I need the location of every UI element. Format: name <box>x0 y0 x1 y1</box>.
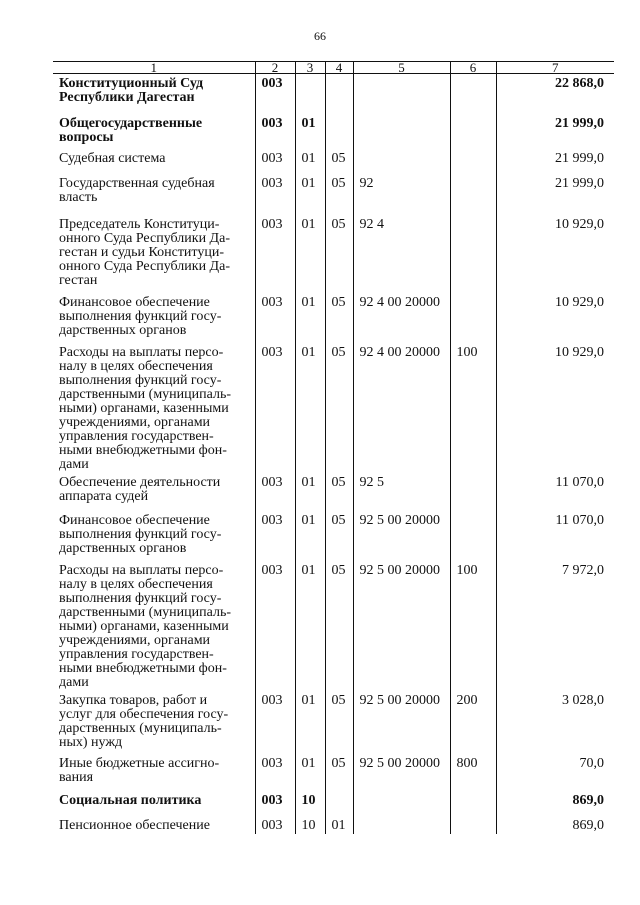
item-name-text: Расходы на выплаты персо- налу в целях обеспечения выполнения функций госу- дарственными (муниципаль- ными) органами, казенными учреждениями, органами управления государствен- ными внебюджетными фон- дами <box>59 563 232 690</box>
code-target <box>353 754 450 791</box>
code-section-text: 10 <box>301 818 316 833</box>
code-expense-type-text: 800 <box>456 756 478 771</box>
code-section-text: 01 <box>301 116 316 131</box>
table-row <box>53 754 614 791</box>
code-section-text: 01 <box>301 756 316 771</box>
code-expense-type <box>450 691 496 754</box>
item-name <box>53 473 255 511</box>
amount <box>496 74 614 115</box>
code-subsection <box>325 791 353 816</box>
code-subsection <box>325 473 353 511</box>
code-admin <box>255 114 295 149</box>
code-section <box>295 174 325 215</box>
item-name <box>53 215 255 293</box>
code-section <box>295 791 325 816</box>
amount <box>496 343 614 473</box>
code-subsection <box>325 343 353 473</box>
code-admin-text: 003 <box>261 345 283 360</box>
code-admin <box>255 293 295 343</box>
code-target <box>353 511 450 561</box>
code-subsection <box>325 149 353 174</box>
code-subsection-text <box>332 74 353 77</box>
code-target-text <box>360 816 450 819</box>
code-admin <box>255 149 295 174</box>
code-section-text: 01 <box>301 563 316 578</box>
item-name <box>53 561 255 691</box>
table-row <box>53 114 614 149</box>
code-section-text: 01 <box>301 217 316 232</box>
code-admin <box>255 473 295 511</box>
item-name-text: Председатель Конституци- онного Суда Республики Да- гестан и судьи Конституци- онного Суда Республики Да- гестан <box>59 217 230 288</box>
code-subsection-text: 05 <box>331 217 346 232</box>
table-row <box>53 74 614 115</box>
item-name-text: Общегосударственные вопросы <box>59 116 203 145</box>
amount-text: 21 999,0 <box>555 116 604 131</box>
amount-text: 3 028,0 <box>562 693 604 708</box>
code-section <box>295 816 325 834</box>
amount-text: 21 999,0 <box>555 176 604 191</box>
code-admin-text: 003 <box>261 756 283 771</box>
code-admin-text: 003 <box>261 513 283 528</box>
code-admin <box>255 691 295 754</box>
code-target-text: 92 4 00 20000 <box>359 345 440 360</box>
code-expense-type <box>450 343 496 473</box>
table-row <box>53 293 614 343</box>
code-target <box>353 691 450 754</box>
column-header: 5 <box>353 62 450 74</box>
table-row <box>53 149 614 174</box>
amount-text: 10 929,0 <box>555 217 604 232</box>
code-target <box>353 215 450 293</box>
code-subsection-text: 05 <box>331 151 346 166</box>
amount <box>496 174 614 215</box>
code-expense-type-text <box>457 215 496 218</box>
code-subsection-text: 05 <box>331 563 346 578</box>
code-section-text: 01 <box>301 345 316 360</box>
code-target <box>353 149 450 174</box>
amount-text: 869,0 <box>572 818 604 833</box>
code-admin-text: 003 <box>261 176 283 191</box>
item-name-text: Финансовое обеспечение выполнения функций госу- дарственных органов <box>59 513 222 556</box>
column-header: 1 <box>53 62 255 74</box>
code-expense-type-text <box>457 791 496 794</box>
amount-text: 11 070,0 <box>555 513 604 528</box>
item-name-text: Социальная политика <box>59 793 202 808</box>
item-name-text: Конституционный Суд Республики Дагестан <box>59 76 204 105</box>
code-admin-text: 003 <box>261 818 283 833</box>
code-admin-text: 003 <box>261 563 283 578</box>
code-expense-type-text <box>457 816 496 819</box>
code-section-text: 01 <box>301 475 316 490</box>
code-section-text: 01 <box>301 295 316 310</box>
code-section <box>295 215 325 293</box>
code-target-text: 92 <box>359 176 374 191</box>
code-expense-type <box>450 511 496 561</box>
code-subsection-text <box>332 114 353 117</box>
code-expense-type-text: 200 <box>456 693 478 708</box>
column-header: 3 <box>295 62 325 74</box>
column-header: 2 <box>255 62 295 74</box>
code-section <box>295 473 325 511</box>
amount-text: 70,0 <box>579 756 604 771</box>
item-name <box>53 691 255 754</box>
code-expense-type-text <box>457 473 496 476</box>
code-subsection-text <box>332 791 353 794</box>
code-subsection <box>325 754 353 791</box>
code-section-text: 10 <box>301 793 316 808</box>
code-subsection <box>325 511 353 561</box>
amount-text: 10 929,0 <box>555 345 604 360</box>
code-section <box>295 561 325 691</box>
code-subsection-text: 05 <box>331 345 346 360</box>
code-section <box>295 114 325 149</box>
code-subsection <box>325 691 353 754</box>
table-row <box>53 215 614 293</box>
item-name <box>53 791 255 816</box>
amount <box>496 114 614 149</box>
amount <box>496 691 614 754</box>
item-name-text: Государственная судебная власть <box>59 176 215 205</box>
code-expense-type <box>450 816 496 834</box>
code-target-text <box>360 114 450 117</box>
code-subsection-text: 05 <box>331 295 346 310</box>
code-expense-type-text <box>457 293 496 296</box>
item-name-text: Пенсионное обеспечение <box>59 818 210 833</box>
code-subsection <box>325 293 353 343</box>
code-subsection-text: 05 <box>331 693 346 708</box>
code-admin <box>255 791 295 816</box>
code-subsection-text: 05 <box>331 475 346 490</box>
item-name-text: Иные бюджетные ассигно- вания <box>59 756 220 785</box>
code-admin-text: 003 <box>261 693 283 708</box>
code-subsection-text: 05 <box>331 176 346 191</box>
item-name <box>53 114 255 149</box>
table-row <box>53 343 614 473</box>
code-target-text: 92 5 00 20000 <box>359 563 440 578</box>
item-name-text: Закупка товаров, работ и услуг для обеспечения госу- дарственных (муниципаль- ных) нужд <box>59 693 229 750</box>
item-name <box>53 343 255 473</box>
amount <box>496 791 614 816</box>
code-section <box>295 149 325 174</box>
code-target-text: 92 4 <box>359 217 384 232</box>
code-section <box>295 343 325 473</box>
code-admin-text: 003 <box>261 151 283 166</box>
code-target <box>353 293 450 343</box>
amount <box>496 215 614 293</box>
column-header: 6 <box>450 62 496 74</box>
code-admin <box>255 343 295 473</box>
code-expense-type <box>450 561 496 691</box>
code-section-text: 01 <box>301 513 316 528</box>
table-row <box>53 174 614 215</box>
code-target <box>353 816 450 834</box>
code-admin-text: 003 <box>261 116 283 131</box>
column-header: 7 <box>496 62 614 74</box>
code-admin <box>255 754 295 791</box>
code-expense-type <box>450 215 496 293</box>
budget-table <box>53 61 614 834</box>
item-name-text: Финансовое обеспечение выполнения функций госу- дарственных органов <box>59 295 222 338</box>
amount-text: 7 972,0 <box>562 563 604 578</box>
code-admin <box>255 561 295 691</box>
code-section <box>295 293 325 343</box>
code-target <box>353 343 450 473</box>
code-section <box>295 754 325 791</box>
code-expense-type-text <box>457 114 496 117</box>
table-row <box>53 791 614 816</box>
code-expense-type-text: 100 <box>456 563 478 578</box>
amount <box>496 511 614 561</box>
page-number: 66 <box>314 29 326 43</box>
amount <box>496 473 614 511</box>
amount <box>496 293 614 343</box>
code-expense-type <box>450 74 496 115</box>
code-expense-type <box>450 754 496 791</box>
code-subsection <box>325 114 353 149</box>
code-section-text <box>302 74 325 77</box>
code-subsection-text: 01 <box>331 818 346 833</box>
code-expense-type-text: 100 <box>456 345 478 360</box>
table-row <box>53 816 614 834</box>
code-section-text: 01 <box>301 151 316 166</box>
amount-text: 10 929,0 <box>555 295 604 310</box>
item-name <box>53 74 255 115</box>
item-name <box>53 754 255 791</box>
code-admin-text: 003 <box>261 76 283 91</box>
code-section-text: 01 <box>301 693 316 708</box>
table-row <box>53 561 614 691</box>
table-row <box>53 691 614 754</box>
code-admin <box>255 511 295 561</box>
code-admin <box>255 215 295 293</box>
code-admin-text: 003 <box>261 295 283 310</box>
table-row <box>53 511 614 561</box>
amount-text: 22 868,0 <box>555 76 604 91</box>
table-row <box>53 473 614 511</box>
code-target-text: 92 5 00 20000 <box>359 513 440 528</box>
code-expense-type <box>450 473 496 511</box>
code-section-text: 01 <box>301 176 316 191</box>
code-admin <box>255 74 295 115</box>
code-subsection <box>325 561 353 691</box>
header-row <box>53 62 614 74</box>
code-target-text <box>360 791 450 794</box>
item-name <box>53 149 255 174</box>
code-target <box>353 174 450 215</box>
code-expense-type <box>450 791 496 816</box>
code-expense-type <box>450 114 496 149</box>
code-subsection-text: 05 <box>331 513 346 528</box>
amount-text: 869,0 <box>572 793 604 808</box>
code-target <box>353 791 450 816</box>
code-admin <box>255 174 295 215</box>
code-expense-type <box>450 293 496 343</box>
item-name <box>53 293 255 343</box>
code-subsection-text: 05 <box>331 756 346 771</box>
code-section <box>295 691 325 754</box>
code-expense-type-text <box>457 149 496 152</box>
amount <box>496 561 614 691</box>
code-subsection <box>325 174 353 215</box>
code-admin-text: 003 <box>261 793 283 808</box>
column-header: 4 <box>325 62 353 74</box>
code-admin-text: 003 <box>261 475 283 490</box>
item-name-text: Обеспечение деятельности аппарата судей <box>59 475 221 504</box>
code-section <box>295 511 325 561</box>
code-expense-type <box>450 149 496 174</box>
code-target <box>353 114 450 149</box>
item-name <box>53 511 255 561</box>
code-subsection <box>325 74 353 115</box>
code-expense-type-text <box>457 174 496 177</box>
amount <box>496 816 614 834</box>
amount <box>496 149 614 174</box>
code-subsection <box>325 816 353 834</box>
code-target-text <box>360 149 450 152</box>
code-target <box>353 561 450 691</box>
code-expense-type-text <box>457 74 496 77</box>
item-name-text: Расходы на выплаты персо- налу в целях обеспечения выполнения функций госу- дарственными (муниципаль- ными) органами, казенными учреждениями, органами управления государствен- ными внебюджетными фон- дами <box>59 345 232 472</box>
item-name <box>53 174 255 215</box>
item-name <box>53 816 255 834</box>
code-target <box>353 74 450 115</box>
amount <box>496 754 614 791</box>
code-target <box>353 473 450 511</box>
code-target-text: 92 5 00 20000 <box>359 693 440 708</box>
code-section <box>295 74 325 115</box>
code-expense-type <box>450 174 496 215</box>
code-target-text: 92 4 00 20000 <box>359 295 440 310</box>
amount-text: 21 999,0 <box>555 151 604 166</box>
amount-text: 11 070,0 <box>555 475 604 490</box>
code-subsection <box>325 215 353 293</box>
code-admin <box>255 816 295 834</box>
code-expense-type-text <box>457 511 496 514</box>
code-admin-text: 003 <box>261 217 283 232</box>
code-target-text: 92 5 00 20000 <box>359 756 440 771</box>
code-target-text: 92 5 <box>359 475 384 490</box>
item-name-text: Судебная система <box>59 151 166 166</box>
